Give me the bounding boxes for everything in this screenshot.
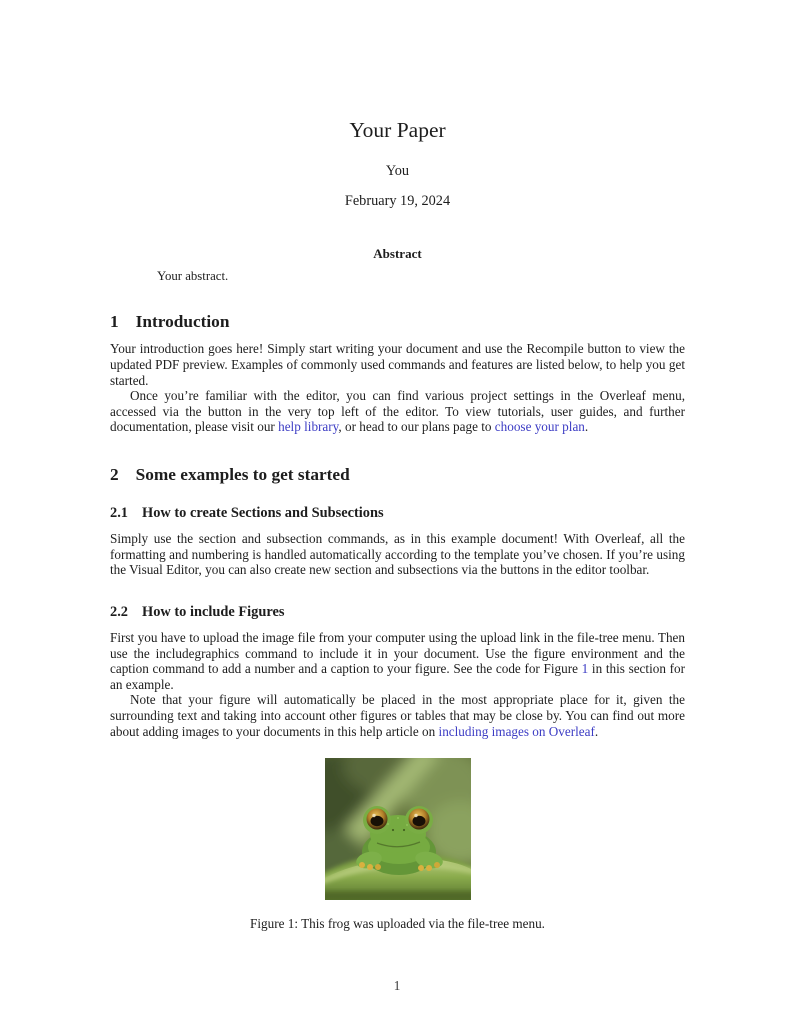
subsection-2-1-heading	[110, 505, 685, 522]
help-library-link[interactable]: help library	[278, 419, 339, 435]
figure-1-caption: Figure 1: This frog was uploaded via the file-tree menu.	[250, 916, 545, 932]
figure-1	[110, 758, 685, 932]
section-1-title: Introduction	[135, 311, 230, 331]
intro-p2-text-after: .	[584, 419, 589, 435]
choose-your-plan-link[interactable]: choose your plan	[494, 419, 585, 435]
subsection-2-2-title: How to include Figures	[142, 603, 285, 620]
paper-title: Your Paper	[349, 118, 446, 142]
figures-paragraph-2	[110, 692, 685, 739]
paper-author: You	[385, 162, 410, 179]
section-2-heading	[110, 465, 685, 486]
subsection-2-1-number: 2.1	[110, 504, 128, 521]
figures-p1-text-after: in this section for an example.	[110, 661, 685, 692]
abstract-text: Your abstract.	[157, 268, 229, 283]
abstract-heading: Abstract	[373, 246, 422, 262]
figures-paragraph-1	[110, 630, 685, 692]
page-number: 1	[393, 978, 401, 993]
figure-1-reference-link[interactable]: 1	[581, 661, 589, 677]
paper-date: February 19, 2024	[344, 192, 451, 209]
intro-p2-text-mid: , or head to our plans page to	[338, 419, 495, 435]
intro-p2-text-before: Once you’re familiar with the editor, you can find various project settings in the Overleaf menu, accessed via the button in the very top left of the editor. To view tutorials, user guides, and further documentation, please visit our	[110, 388, 685, 435]
frog	[354, 806, 444, 875]
section-2-title: Some examples to get started	[135, 465, 350, 484]
figures-p1-text-before: First you have to upload the image file from your computer using the upload link in the file-tree menu. Then use the includegraphics command to include it in your document. Use the figure environment and the caption command to add a number and a caption to your figure. See the code for Figure	[110, 630, 685, 677]
including-images-link[interactable]: including images on Overleaf	[438, 723, 595, 739]
subsection-2-2-number: 2.2	[110, 603, 128, 620]
intro-paragraph-2	[110, 388, 685, 435]
subsection-2-2-heading	[110, 604, 685, 621]
frog-photo	[325, 758, 471, 900]
figures-p2-text-after: .	[594, 723, 599, 739]
intro-paragraph-1: Your introduction goes here! Simply start writing your document and use the Recompile button to view the updated PDF preview. Examples of commonly used commands and features are listed below, to help you get started.	[110, 341, 685, 388]
subsection-2-1-title: How to create Sections and Subsections	[142, 504, 384, 521]
subsection-2-1-paragraph: Simply use the section and subsection commands, as in this example document! With Overleaf, all the formatting and numbering is handled automatically according to the template you’ve chosen. If you’re using the Visual Editor, you can also create new section and subsections via the buttons in the editor toolbar.	[110, 531, 685, 578]
section-1-number: 1	[110, 311, 119, 331]
figures-p2-text-before: Note that your figure will automatically be placed in the most appropriate place for it, given the surrounding text and taking into account other figures or tables that may be close by. You can find out more about adding images to your documents in this help article on	[110, 692, 685, 739]
section-2-number: 2	[110, 465, 119, 484]
section-1-heading	[110, 312, 685, 333]
